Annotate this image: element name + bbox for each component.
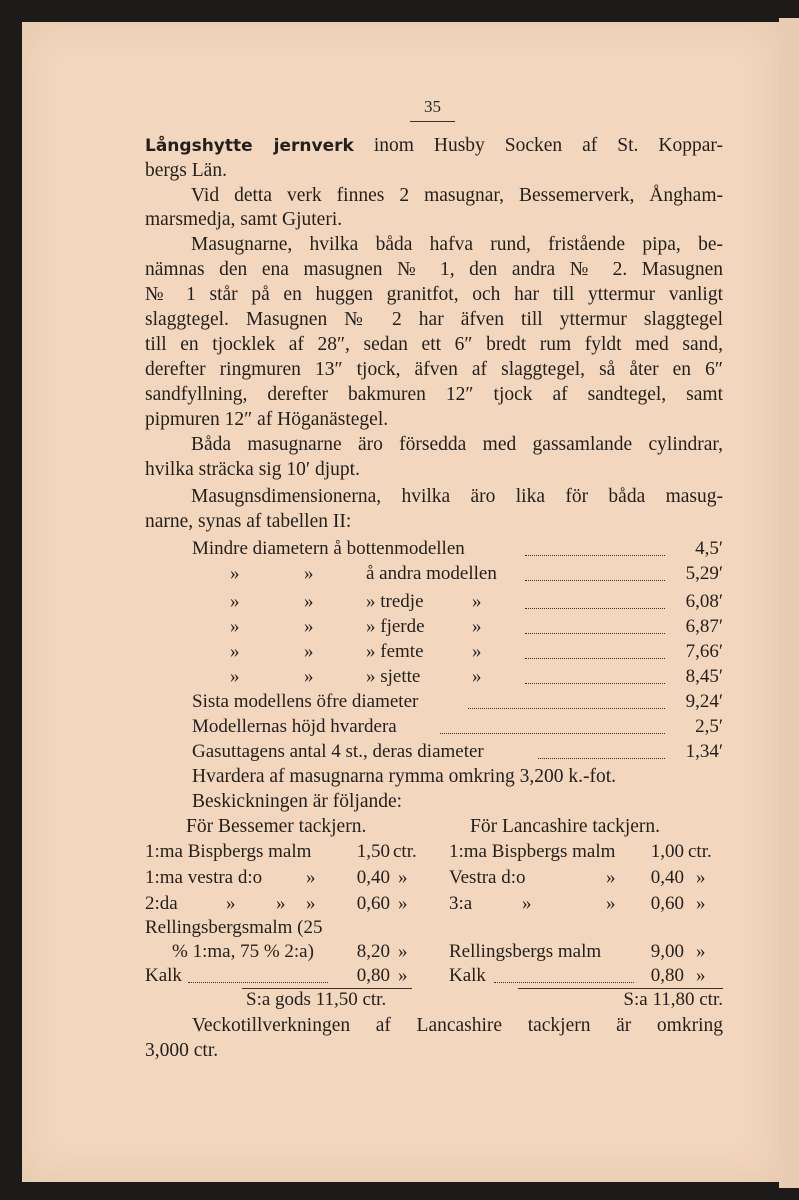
leader-dots: [538, 758, 665, 759]
lancashire-unit: ctr.: [688, 841, 712, 862]
leader-dots: [188, 982, 328, 983]
text-line: pipmuren 12″ af Höganästegel.: [145, 409, 389, 430]
ditto-mark: »: [304, 563, 314, 584]
text-line: sandfyllning, derefter bakmuren 12″ tjock af sandtegel, samt: [145, 384, 723, 405]
dimension-value: 2,5′: [695, 716, 723, 737]
text-line: nämnas den ena masugnen № 1, den andra № 2. Masugnen: [145, 259, 723, 280]
ditto-mark: »: [472, 591, 482, 612]
bessemer-total: S:a gods 11,50 ctr.: [246, 989, 387, 1010]
bessemer-item: Rellingsbergsmalm (25: [145, 917, 323, 938]
ditto-mark: »: [230, 563, 240, 584]
text-line: slaggtegel. Masugnen № 2 har äfven till yttermur slaggtegel: [145, 309, 723, 330]
lancashire-item: Kalk: [449, 965, 486, 986]
ditto-mark: »: [306, 893, 316, 914]
ditto-mark: »: [304, 616, 314, 637]
text-line: Masugnarne, hvilka båda hafva rund, fristående pipa, be-: [191, 234, 723, 255]
dimension-label: Mindre diametern å bottenmodellen: [192, 538, 465, 559]
leader-dots: [525, 633, 665, 634]
dimension-value: 6,87′: [685, 616, 723, 637]
ditto-mark: »: [472, 616, 482, 637]
ditto-mark: »: [472, 641, 482, 662]
text-line: Båda masugnarne äro försedda med gassamlande cylindrar,: [191, 434, 723, 455]
dimension-value: 6,08′: [685, 591, 723, 612]
dimension-label: » fjerde: [366, 616, 425, 637]
ditto-mark: »: [304, 591, 314, 612]
lancashire-unit: »: [696, 965, 706, 986]
text-line: Masugnsdimensionerna, hvilka äro lika för båda masug-: [191, 486, 723, 507]
page-number: 35: [424, 97, 441, 116]
dimension-value: 7,66′: [685, 641, 723, 662]
bessemer-item: 2:da: [145, 893, 178, 914]
text-line: № 1 står på en huggen granitfot, och har till yttermur vanligt: [145, 284, 723, 305]
ditto-mark: »: [606, 867, 616, 888]
lancashire-value: 0,40: [650, 867, 684, 888]
leader-dots: [525, 555, 665, 556]
bessemer-title: För Bessemer tackjern.: [186, 816, 367, 837]
dimension-value: 5,29′: [685, 563, 723, 584]
leader-dots: [525, 683, 665, 684]
bessemer-item: 1:ma Bispbergs malm: [145, 841, 312, 862]
lancashire-value: 9,00: [650, 941, 684, 962]
text-line: narne, synas af tabellen II:: [145, 511, 352, 532]
text-line: marsmedja, samt Gjuteri.: [145, 209, 343, 230]
text-line: derefter ringmuren 13″ tjock, äfven af slaggtegel, så åter en 6″: [145, 359, 723, 380]
ditto-mark: »: [230, 616, 240, 637]
leader-dots: [494, 982, 634, 983]
ditto-mark: »: [226, 893, 236, 914]
page-edge: [779, 18, 799, 1188]
leader-dots: [525, 608, 665, 609]
ditto-mark: »: [304, 641, 314, 662]
lancashire-title: För Lancashire tackjern.: [470, 816, 661, 837]
dimension-label: Modellernas höjd hvardera: [192, 716, 397, 737]
bessemer-value: 0,80: [356, 965, 390, 986]
leader-dots: [525, 580, 665, 581]
bessemer-item: % 1:ma, 75 % 2:a): [172, 941, 314, 962]
dimension-label: » femte: [366, 641, 424, 662]
ditto-mark: »: [606, 893, 616, 914]
dimension-value: 1,34′: [685, 741, 723, 762]
ditto-mark: »: [230, 591, 240, 612]
page-number-underline: [410, 121, 455, 122]
leader-dots: [468, 708, 665, 709]
ditto-mark: »: [230, 641, 240, 662]
text-line: Beskickningen är följande:: [192, 791, 403, 812]
bessemer-value: 0,40: [356, 867, 390, 888]
dimension-value: 8,45′: [685, 666, 723, 687]
leader-dots: [525, 658, 665, 659]
bessemer-value: 1,50: [356, 841, 390, 862]
bessemer-value: 8,20: [356, 941, 390, 962]
bessemer-value: 0,60: [356, 893, 390, 914]
bessemer-unit: ctr.: [393, 841, 417, 862]
bessemer-unit: »: [398, 941, 408, 962]
dimension-value: 9,24′: [685, 691, 723, 712]
lancashire-item: 1:ma Bispbergs malm: [449, 841, 616, 862]
leader-dots: [440, 733, 665, 734]
lancashire-unit: »: [696, 941, 706, 962]
dimension-value: 4,5′: [695, 538, 723, 559]
dimension-label: Sista modellens öfre diameter: [192, 691, 419, 712]
ditto-mark: »: [472, 666, 482, 687]
bessemer-unit: »: [398, 893, 408, 914]
lancashire-item: Vestra d:o: [449, 867, 526, 888]
text-line: Veckotillverkningen af Lancashire tackjern är omkring: [192, 1015, 723, 1036]
text-line: Vid detta verk finnes 2 masugnar, Bessemerverk, Ångham-: [191, 185, 723, 206]
ditto-mark: »: [276, 893, 286, 914]
lancashire-item: Rellingsbergs malm: [449, 941, 602, 962]
works-name-heading: Långshytte jernverk: [145, 136, 354, 156]
heading-rest: inom Husby Socken af St. Koppar-: [373, 135, 723, 156]
lancashire-unit: »: [696, 867, 706, 888]
lancashire-unit: »: [696, 893, 706, 914]
ditto-mark: »: [230, 666, 240, 687]
dimension-label: » tredje: [366, 591, 424, 612]
lancashire-item: 3:a: [449, 893, 473, 914]
dimension-label: » sjette: [366, 666, 421, 687]
text-line: till en tjocklek af 28″, sedan ett 6″ bredt rum fyldt med sand,: [145, 334, 723, 355]
bessemer-item: Kalk: [145, 965, 182, 986]
text-line: hvilka sträcka sig 10′ djupt.: [145, 459, 360, 480]
lancashire-value: 1,00: [650, 841, 684, 862]
dimension-label: å andra modellen: [366, 563, 497, 584]
lancashire-value: 0,60: [650, 893, 684, 914]
bessemer-item: 1:ma vestra d:o: [145, 867, 263, 888]
text-line: 3,000 ctr.: [145, 1040, 219, 1061]
ditto-mark: »: [304, 666, 314, 687]
heading-line: [145, 134, 723, 158]
ditto-mark: »: [306, 867, 316, 888]
text-line: bergs Län.: [145, 160, 227, 181]
lancashire-value: 0,80: [650, 965, 684, 986]
lancashire-total: S:a 11,80 ctr.: [623, 989, 723, 1010]
bessemer-unit: »: [398, 867, 408, 888]
bessemer-unit: »: [398, 965, 408, 986]
text-line: Hvardera af masugnarna rymma omkring 3,200 k.-fot.: [192, 766, 616, 787]
ditto-mark: »: [522, 893, 532, 914]
dimension-label: Gasuttagens antal 4 st., deras diameter: [192, 741, 484, 762]
